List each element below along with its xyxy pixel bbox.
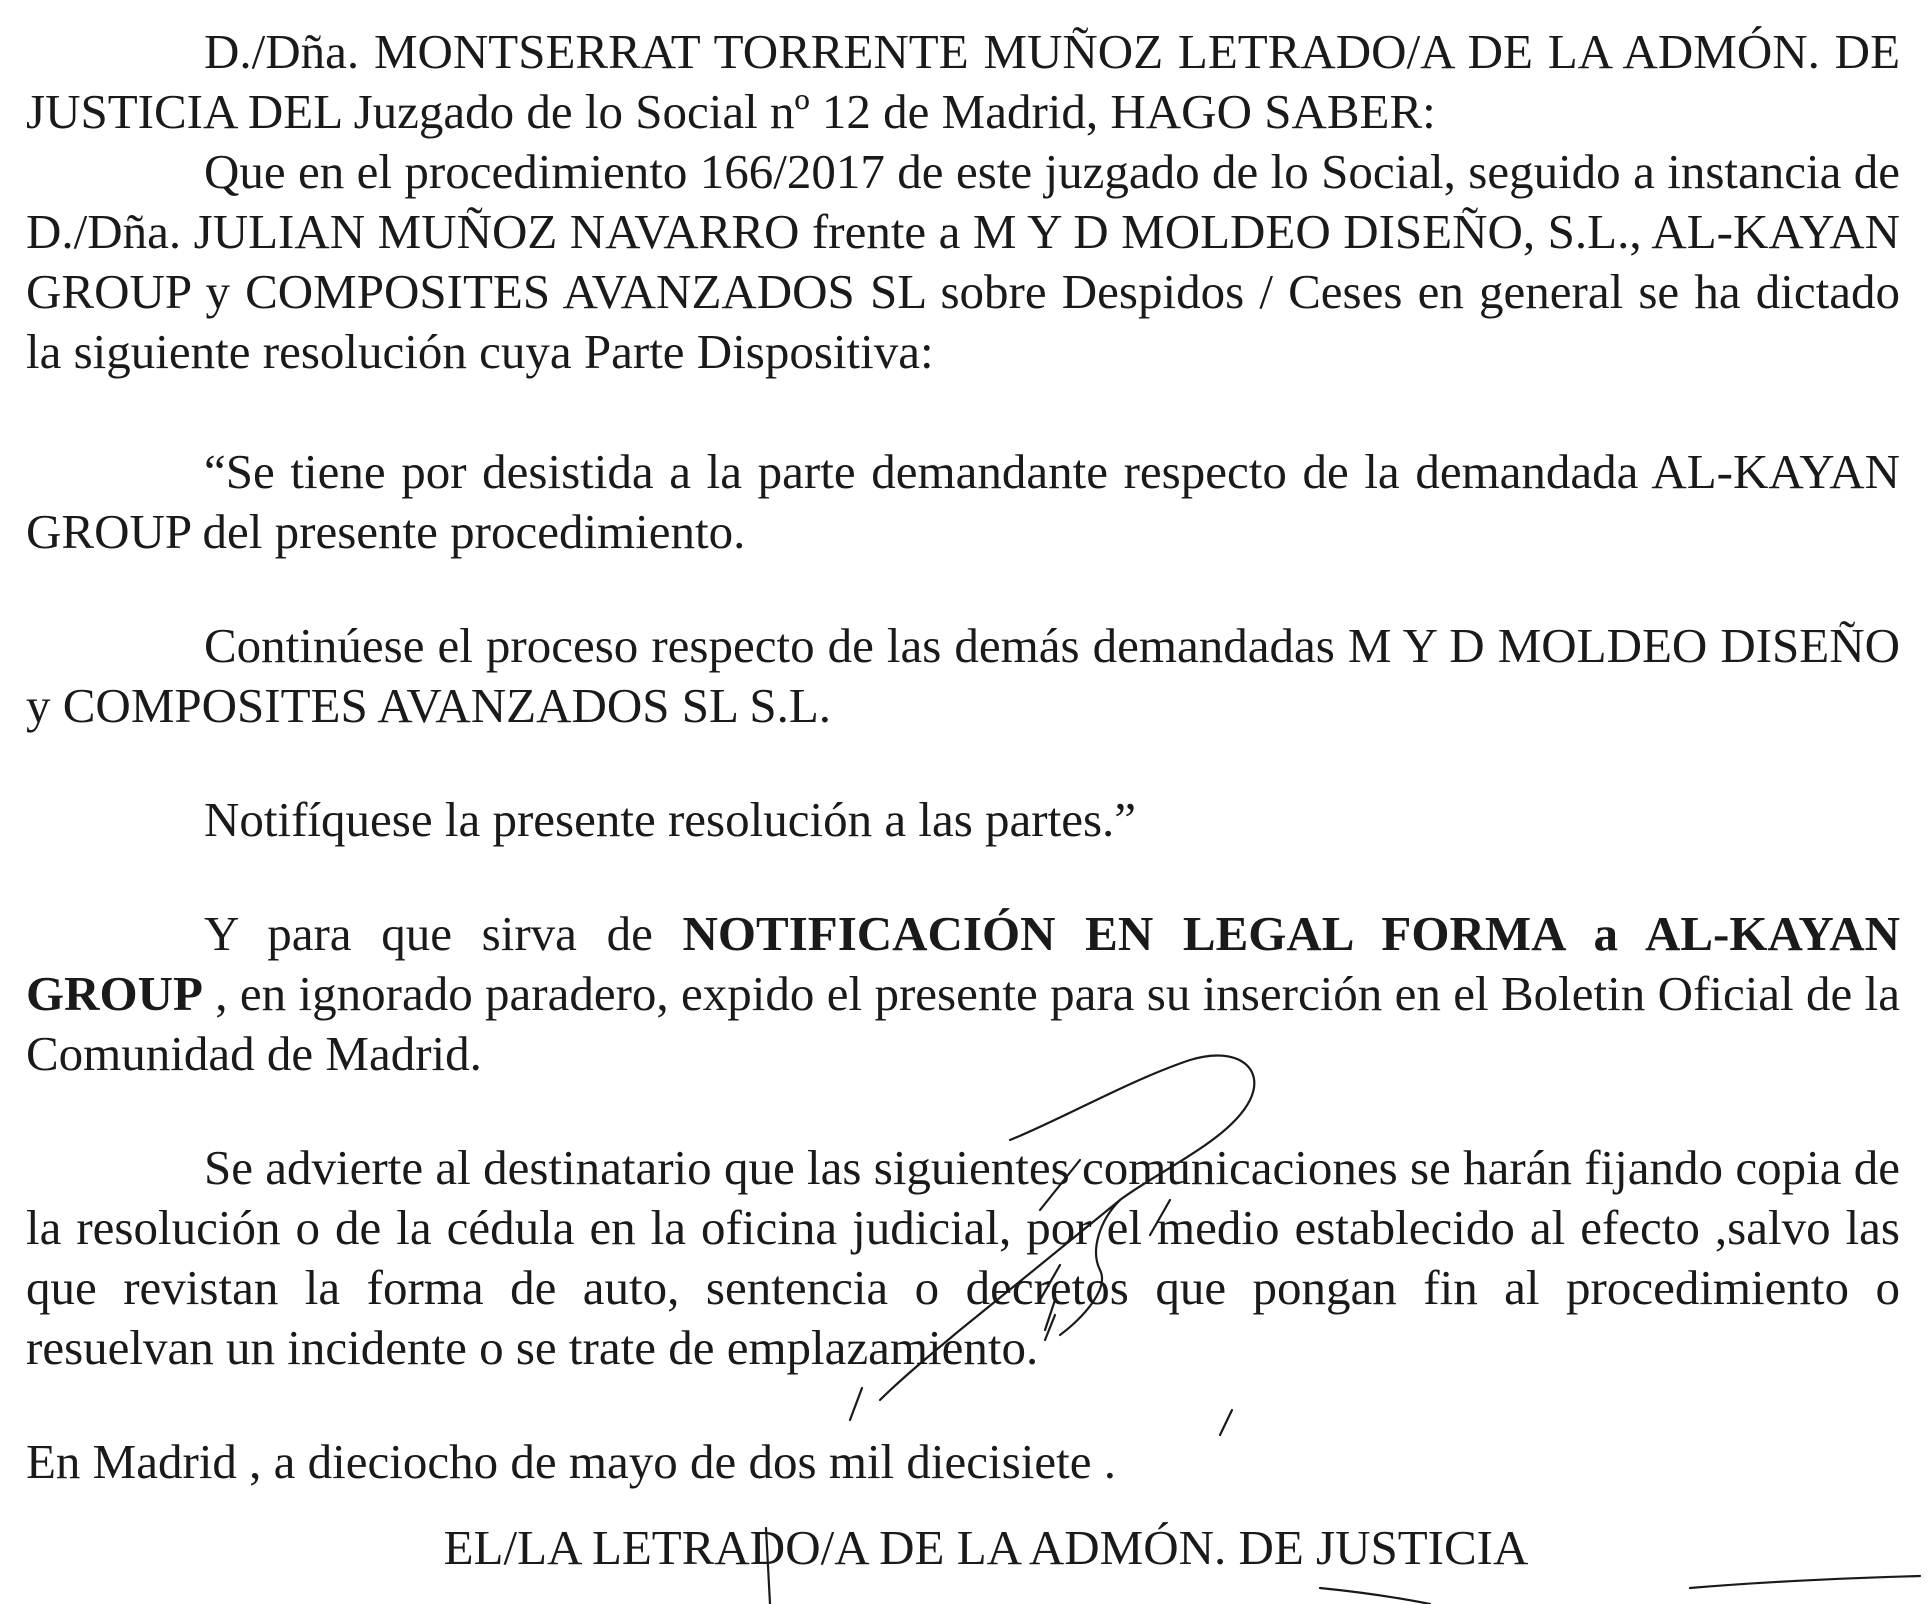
paragraph-date: En Madrid , a dieciocho de mayo de dos mil diecisiete . <box>26 1434 1116 1489</box>
document-body <box>26 22 1900 1492</box>
paragraph-notify: Notifíquese la presente resolución a las partes.” <box>204 792 1137 847</box>
signature-title: EL/LA LETRADO/A DE LA ADMÓN. DE JUSTICIA <box>443 1520 1529 1575</box>
notification-tail-text: , en ignorado paradero, expido el presente para su inserción en el Boletin Oficial de la Comunidad de Madrid. <box>26 966 1900 1081</box>
paragraph-resolution-quote: “Se tiene por desistida a la parte demandante respecto de la demandada AL-KAYAN GROUP del presente procedimiento. <box>26 444 1900 559</box>
paragraph-continuation: Continúese el proceso respecto de las demás demandadas M Y D MOLDEO DISEÑO y COMPOSITES AVANZADOS SL S.L. <box>26 618 1900 733</box>
notification-bold-text: NOTIFICACIÓN EN LEGAL FORMA a AL-KAYAN GROUP <box>26 906 1900 1021</box>
paragraph-header: D./Dña. MONTSERRAT TORRENTE MUÑOZ LETRADO/A DE LA ADMÓN. DE JUSTICIA DEL Juzgado de lo Social nº 12 de Madrid, HAGO SABER: <box>26 24 1900 139</box>
paragraph-notification-purpose <box>26 904 1900 1084</box>
paragraph-warning: Se advierte al destinatario que las siguientes comunicaciones se harán fijando copia de la resolución o de la cédula en la oficina judicial, por el medio establecido al efecto ,salvo las que revistan la forma de auto, sentencia o decretos que pongan fin al procedimiento o resuelvan un incidente o se trate de emplazamiento. <box>26 1140 1900 1375</box>
signature-stroke-tail <box>1320 1588 1430 1604</box>
paragraph-procedure: Que en el procedimiento 166/2017 de este juzgado de lo Social, seguido a instancia de D./Dña. JULIAN MUÑOZ NAVARRO frente a M Y D MOLDEO DISEÑO, S.L., AL-KAYAN GROUP y COMPOSITES AVANZADOS SL sobre Despidos / Ceses en general se ha dictado la siguiente resolución cuya Parte Dispositiva: <box>26 144 1900 379</box>
notification-lead-text: Y para que sirva de <box>204 906 683 961</box>
